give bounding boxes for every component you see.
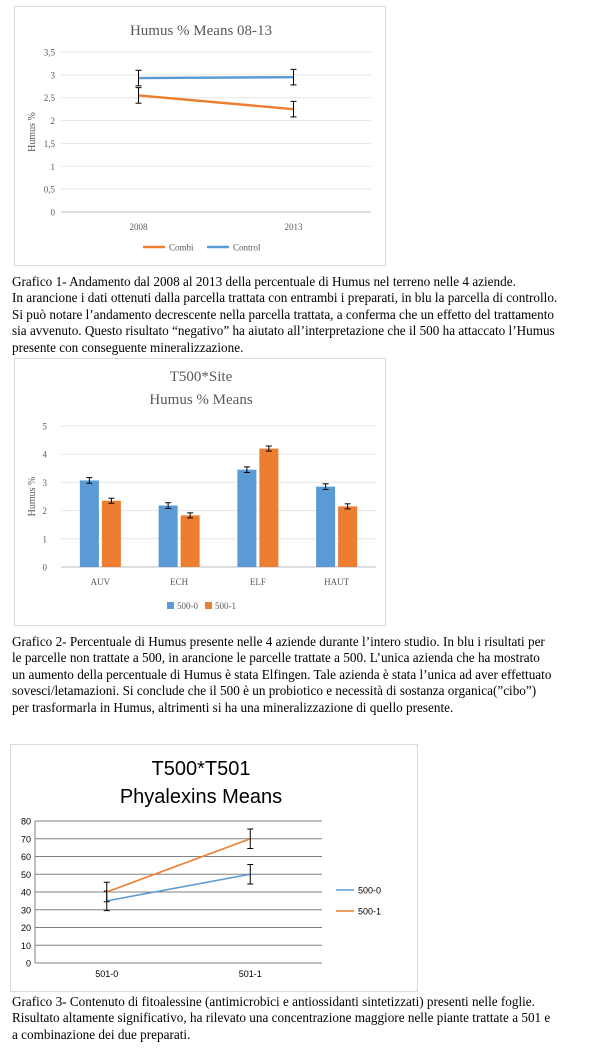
legend-label: 500-1	[358, 906, 382, 917]
bar-500-0-elf	[237, 470, 256, 567]
chart-3-t500-t501-phyalexins	[10, 744, 418, 992]
bar-500-0-haut	[316, 487, 335, 567]
legend-swatch	[167, 602, 174, 609]
y-tick-label: 5	[42, 421, 47, 432]
y-tick-label: 40	[20, 887, 31, 898]
caption-3-line: a combinazione dei due preparati.	[12, 1026, 191, 1042]
y-axis-label: Humus %	[27, 476, 38, 517]
y-axis-label: Humus %	[27, 112, 38, 152]
legend-label: Combi	[169, 242, 194, 253]
x-tick-label: AUV	[90, 577, 111, 587]
chart-subtitle: Phyalexins Means	[119, 786, 283, 808]
x-tick-label: 501-1	[238, 969, 262, 979]
y-tick-label: 0	[50, 207, 55, 218]
caption-1-line: In arancione i dati ottenuti dalla parcella trattata con entrambi i preparati, in blu la parcella di controllo.	[12, 290, 558, 306]
x-tick-label: 2008	[129, 222, 148, 232]
caption-2	[12, 634, 551, 716]
bar-500-1-haut	[338, 506, 357, 567]
x-tick-label: 2013	[284, 222, 303, 232]
y-tick-label: 70	[20, 834, 31, 845]
series-line-500-1	[107, 839, 251, 892]
legend-label: 500-0	[358, 885, 382, 896]
y-tick-label: 50	[20, 869, 31, 880]
y-tick-label: 1	[50, 161, 55, 172]
bar-500-0-auv	[80, 480, 99, 567]
y-tick-label: 3	[50, 70, 55, 81]
y-tick-label: 1	[42, 534, 47, 545]
x-tick-label: ELF	[249, 577, 266, 587]
y-tick-label: 2	[42, 506, 47, 517]
legend-label: 500-0	[177, 601, 198, 611]
bar-500-1-auv	[102, 501, 121, 567]
y-tick-label: 20	[20, 923, 31, 933]
y-tick-label: 2,5	[43, 93, 55, 104]
y-tick-label: 3	[42, 477, 47, 488]
caption-2-line: sovesci/letamazioni. Si conclude che il 500 è un probiotico e necessità di sostanza organica(”cibo”)	[12, 683, 537, 699]
y-tick-label: 0	[42, 562, 47, 573]
chart-1-svg	[15, 7, 387, 267]
caption-1	[12, 274, 557, 356]
y-tick-label: 0,5	[43, 184, 55, 195]
series-line-500-0	[107, 874, 251, 901]
legend-label: Control	[233, 242, 261, 253]
y-tick-label: 0	[25, 958, 31, 969]
caption-1-line: Si può notare l’andamento decrescente nella parcella trattata, a conferma che un effetto del trattamento	[12, 306, 555, 322]
caption-2-line: per trasformarla in Humus, altrimenti si ha una mineralizzazione di quello presente.	[12, 699, 454, 715]
chart-2-t500-site	[14, 358, 386, 626]
caption-3-line: Grafico 3- Contenuto di fitoalessine (antimicrobici e antiossidanti sintetizzati) presenti nelle foglie.	[12, 994, 535, 1009]
chart-title: T500*Site	[169, 369, 233, 385]
bar-500-0-ech	[159, 506, 178, 567]
legend-swatch	[205, 602, 212, 609]
caption-2-line: Grafico 2- Percentuale di Humus presente nelle 4 aziende durante l’intero studio. In blu i risultati per	[12, 634, 545, 649]
y-tick-label: 2	[50, 116, 55, 127]
x-tick-label: HAUT	[324, 577, 350, 587]
caption-1-line: sia avvenuto. Questo risultato “negativo” ha aiutato all’interpretazione che il 500 ha attaccato l’Humus	[12, 323, 555, 339]
caption-2-line: le parcelle non trattate a 500, in arancione le parcelle trattate a 500. L’unica azienda che ha mostrato	[12, 650, 540, 666]
bar-500-1-ech	[181, 515, 200, 567]
chart-title: Humus % Means 08-13	[129, 23, 273, 39]
y-tick-label: 3,5	[43, 47, 55, 58]
chart-3-svg	[11, 745, 419, 993]
y-tick-label: 80	[20, 816, 31, 827]
y-tick-label: 4	[42, 449, 47, 460]
caption-3-line: Risultato altamente significativo, ha rilevato una concentrazione maggiore nelle piante trattate a 501 e	[12, 1010, 551, 1026]
bar-500-1-elf	[259, 449, 278, 567]
caption-1-line: presente con conseguente mineralizzazione.	[12, 339, 244, 355]
series-line-control	[139, 77, 294, 78]
caption-1-line: Grafico 1- Andamento dal 2008 al 2013 della percentuale di Humus nel terreno nelle 4 aziende.	[12, 274, 516, 289]
x-tick-label: 501-0	[95, 969, 119, 979]
y-tick-label: 10	[20, 940, 31, 951]
y-tick-label: 1,5	[43, 138, 55, 149]
y-tick-label: 60	[20, 852, 31, 862]
y-tick-label: 30	[20, 905, 31, 916]
legend-label: 500-1	[215, 601, 236, 611]
x-tick-label: ECH	[170, 577, 189, 587]
caption-2-line: un aumento della percentuale di Humus è stata Elfingen. Tale azienda è stata l’unica ad aver effettuato	[12, 666, 552, 682]
chart-subtitle: Humus % Means	[149, 392, 253, 408]
chart-2-svg	[15, 359, 387, 627]
caption-3	[12, 994, 550, 1043]
chart-1-humus-means-08-13	[14, 6, 386, 266]
chart-title: T500*T501	[151, 758, 251, 780]
